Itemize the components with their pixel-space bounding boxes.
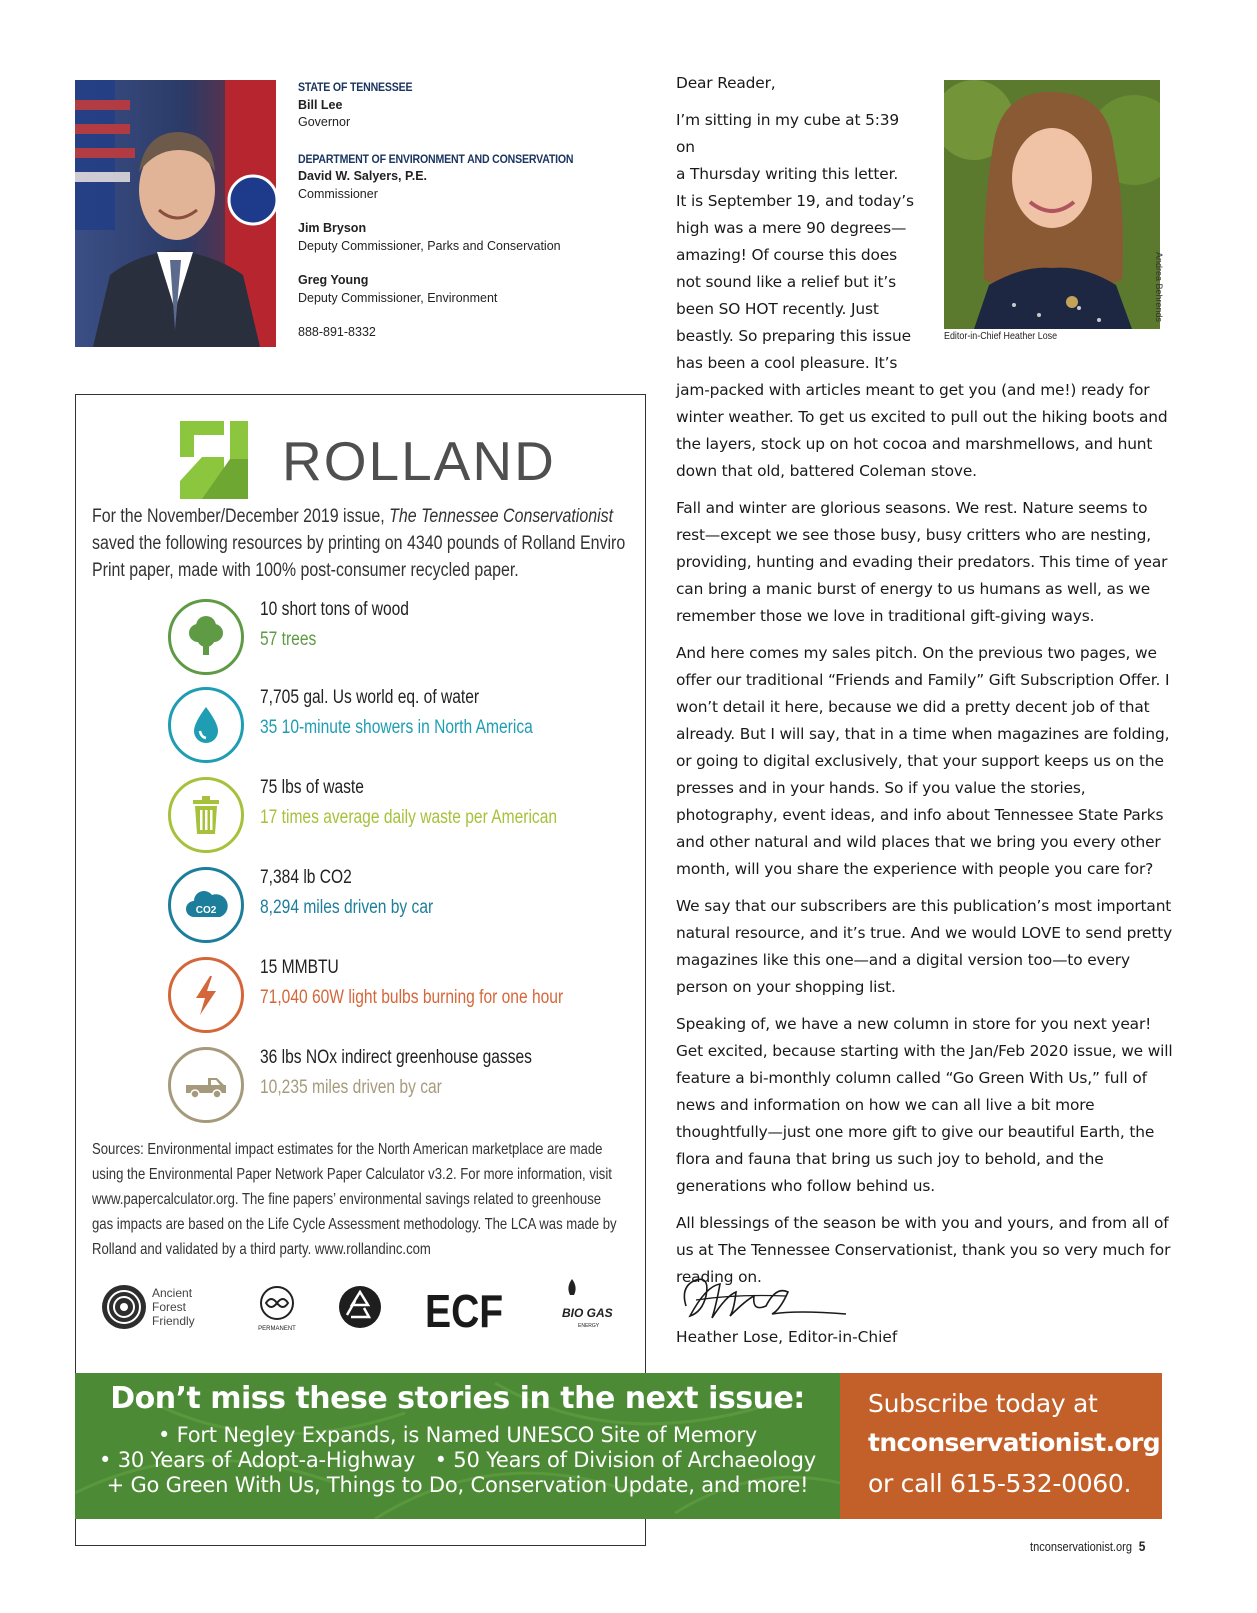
governor-photo	[75, 80, 276, 347]
deputy2-name: Greg Young	[298, 273, 369, 287]
intro-text-end: saved the following resources by printing on 4340 pounds of Rolland Enviro Print paper, made with 100% post-consumer recycled paper.	[92, 533, 626, 581]
letter-line: has been a cool pleasure. It’s	[676, 354, 898, 372]
letter-line: It is September 19, and today’s	[676, 192, 914, 210]
page-footer	[1030, 1538, 1145, 1554]
letter-line: been SO HOT recently. Just	[676, 300, 879, 318]
subscribe-link[interactable]: tnconservationist.org	[868, 1428, 1161, 1457]
cert-ancient-line3: Friendly	[152, 1314, 195, 1328]
subscribe-text: Subscribe today at	[868, 1389, 1098, 1418]
phone-number: 888-891-8332	[298, 325, 376, 339]
stat-waste	[168, 777, 628, 857]
deputy1-title: Deputy Commissioner, Parks and Conservation	[298, 238, 561, 253]
state-label: STATE OF TENNESSEE	[298, 80, 413, 94]
commissioner-title: Commissioner	[298, 186, 378, 201]
stat-nox	[168, 1047, 628, 1127]
letter-p6: All blessings of the season be with you and yours, and from all of us at The Tennessee Conservationist, thank you so very much for reading on.	[676, 1214, 1171, 1286]
stat-main: 36 lbs NOx indirect greenhouse gasses	[260, 1047, 532, 1068]
stat-water	[168, 687, 628, 767]
pickup-truck-icon	[184, 1063, 228, 1107]
signoff-name: Heather Lose, Editor-in-Chief	[676, 1328, 898, 1346]
deputy2-title: Deputy Commissioner, Environment	[298, 290, 498, 305]
letter-line: amazing! Of course this does	[676, 246, 898, 264]
co2-cloud-icon	[184, 883, 228, 927]
next-issue-banner	[75, 1373, 1162, 1519]
banner-story-3: + Go Green With Us, Things to Do, Conservation Update, and more!	[106, 1473, 809, 1497]
stat-sub: 57 trees	[260, 629, 317, 650]
cert-ancient-line1: Ancient	[152, 1286, 193, 1300]
deputy1-name: Jim Bryson	[298, 221, 367, 235]
letter-p2: Fall and winter are glorious seasons. We rest. Nature seems to rest—except we see those busy, busy critters who are nesting, providing, hunting and evading their predators. This time of year can bring a manic burst of energy to us humans as well, as we remember those we love in traditional gift-giving ways.	[676, 499, 1168, 625]
water-drop-icon	[184, 703, 228, 747]
letter-line: not sound like a relief but it’s	[676, 273, 896, 291]
photo-credit: Andrea Behrends	[1154, 252, 1164, 323]
letter-salutation: Dear Reader,	[676, 74, 776, 92]
trash-can-icon	[184, 793, 228, 837]
sources-note: Sources: Environmental impact estimates for the North American marketplace are made using the Environmental Paper Network Paper Calculator v3.2. For more information, visit www.papercalculator.org. The fine papers’ environmental savings related to greenhouse gas impacts are based on the Life Cycle Assessment methodology. The LCA was made by Rolland and validated by a third party. www.rollandinc.com	[92, 1141, 617, 1258]
rolland-r-mark-icon	[180, 419, 260, 501]
stat-main: 7,705 gal. Us world eq. of water	[260, 687, 480, 708]
stat-wood	[168, 599, 628, 679]
stat-sub: 71,040 60W light bulbs burning for one hour	[260, 987, 564, 1008]
stat-sub: 17 times average daily waste per American	[260, 807, 558, 828]
page-number: 5	[1138, 1538, 1146, 1554]
stat-co2	[168, 867, 628, 947]
stat-main: 10 short tons of wood	[260, 599, 409, 620]
governor-name: Bill Lee	[298, 97, 343, 112]
letter-line: I’m sitting in my cube at 5:39 on	[676, 111, 900, 156]
stat-sub: 10,235 miles driven by car	[260, 1077, 442, 1098]
banner-story-1: • Fort Negley Expands, is Named UNESCO Site of Memory	[157, 1423, 758, 1447]
editor-signature	[676, 1266, 856, 1328]
cert-biogas-label: BIO GAS	[562, 1306, 613, 1320]
letter-p3: And here comes my sales pitch. On the previous two pages, we offer our traditional “Friends and Family” Gift Subscription Offer. I won’t detail it here, because we did a pretty decent job of that already. But I will say, that in a time when magazines are folding, or going to digital exclusively, that your support keeps us on the presses and in your hands. So if you value the stories, photography, event ideas, and info about Tennessee State Parks and other natural and wild places that we bring you every other month, will you share the experience with people you care for?	[676, 644, 1170, 878]
rolland-logo	[180, 419, 556, 501]
banner-story-2: • 30 Years of Adopt-a-Highway • 50 Years of Division of Archaeology	[99, 1448, 816, 1472]
editor-letter	[676, 70, 1176, 1301]
letter-p4: We say that our subscribers are this publication’s most important natural resource, and it’s true. And we would LOVE to send pretty magazines like this one—and a digital version too—to every person on your shopping list.	[676, 897, 1173, 996]
lightning-icon	[184, 973, 228, 1017]
co2-label: CO2	[195, 905, 217, 916]
letter-line: beastly. So preparing this issue	[676, 327, 911, 345]
stat-sub: 8,294 miles driven by car	[260, 897, 434, 918]
letter-line: high was a mere 90 degrees—	[676, 219, 907, 237]
ecf-logo: ECF	[425, 1286, 504, 1337]
stat-sub: 35 10-minute showers in North America	[260, 717, 533, 738]
intro-text-start: For the November/December 2019 issue,	[92, 506, 390, 527]
banner-title: Don’t miss these stories in the next issue:	[110, 1381, 805, 1416]
letter-line: a Thursday writing this letter.	[676, 165, 899, 183]
stat-main: 7,384 lb CO2	[260, 867, 352, 888]
publication-name: The Tennessee Conservationist	[389, 506, 614, 527]
ancient-forest-friendly-logo	[102, 1285, 195, 1329]
department-label: DEPARTMENT OF ENVIRONMENT AND CONSERVATION	[298, 151, 574, 166]
governor-title: Governor	[298, 115, 351, 129]
cert-permanent-label: PERMANENT	[258, 1326, 296, 1332]
letter-p1-continued: jam-packed with articles meant to get you (and me!) ready for winter weather. To get us excited to pull out the hiking boots and the layers, stock up on hot cocoa and marshmellows, and hunt down that old, battered Coleman stove.	[676, 381, 1168, 480]
subscribe-panel	[840, 1373, 1162, 1519]
stat-energy	[168, 957, 628, 1037]
stat-main: 15 MMBTU	[260, 957, 339, 978]
letter-p1-narrow	[676, 107, 916, 377]
permanent-paper-logo	[258, 1287, 296, 1332]
certification-logos	[100, 1277, 630, 1337]
rolland-wordmark: ROLLAND	[282, 430, 556, 492]
cert-biogas-sub: ENERGY	[578, 1323, 600, 1329]
subscribe-phone: or call 615-532-0060.	[868, 1469, 1132, 1498]
editor-photo-caption: Editor-in-Chief Heather Lose	[944, 330, 1058, 342]
biogas-energy-logo	[562, 1279, 613, 1329]
staff-directory	[298, 79, 618, 342]
rolland-intro	[92, 503, 630, 584]
commissioner-name: David W. Salyers, P.E.	[298, 169, 428, 183]
letter-p5: Speaking of, we have a new column in store for you next year! Get excited, because starting with the Jan/Feb 2020 issue, we will feature a bi-monthly column called “Go Green With Us,” full of news and information on how we can all live a bit more thoughtfully—just one more gift to give our beautiful Earth, the flora and fauna that bring us such joy to behold, and the generations who follow behind us.	[676, 1015, 1173, 1195]
tree-icon	[184, 615, 228, 659]
footer-url[interactable]: tnconservationist.org	[1030, 1539, 1132, 1554]
stat-main: 75 lbs of waste	[260, 777, 364, 798]
cert-ancient-line2: Forest	[152, 1300, 187, 1314]
recycle-logo	[339, 1286, 381, 1328]
